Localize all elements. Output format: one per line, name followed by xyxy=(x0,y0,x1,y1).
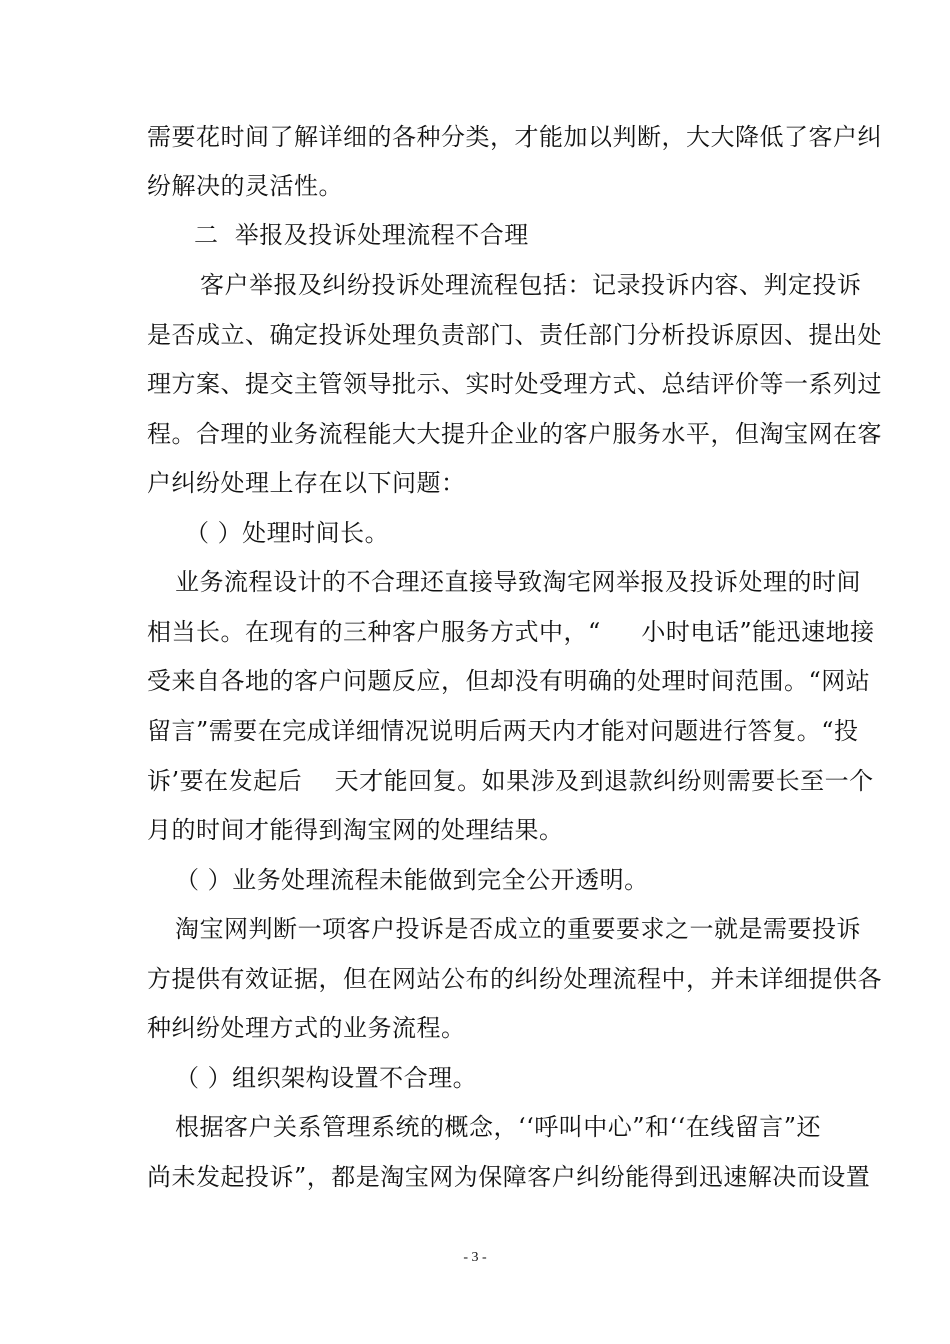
text-line: 种纠纷处理方式的业务流程。 xyxy=(147,1014,466,1042)
text-line: 相当长。在现有的三种客户服务方式中，“ 小时电话”能迅速地接 xyxy=(147,618,875,646)
text-line: 理方案、提交主管领导批示、实时处受理方式、总结评价等一系列过 xyxy=(147,370,882,398)
text-line: 需要花时间了解详细的各种分类，才能加以判断，大大降低了客户纠 xyxy=(147,123,882,151)
text-line: 是否成立、确定投诉处理负责部门、责任部门分析投诉原因、提出处 xyxy=(147,321,882,349)
subsection-heading: （ ）业务处理流程未能做到完全公开透明。 xyxy=(175,866,649,894)
section-heading: 二 举报及投诉处理流程不合理 xyxy=(194,221,529,249)
text-line: 留言”需要在完成详细情况说明后两天内才能对问题进行答复。“投 xyxy=(147,717,859,745)
text-line: 根据客户关系管理系统的概念，‘‘呼叫中心”和‘‘在线留言”还 xyxy=(175,1113,822,1141)
text-line: 户纠纷处理上存在以下问题： xyxy=(147,469,466,497)
text-line: 业务流程设计的不合理还直接导致淘宅网举报及投诉处理的时间 xyxy=(175,568,861,596)
subsection-heading: （ ）组织架构设置不合理。 xyxy=(175,1064,478,1092)
text-line: 受来自各地的客户问题反应，但却没有明确的处理时间范围。“网站 xyxy=(147,667,871,695)
page-number: - 3 - xyxy=(463,1250,487,1265)
text-line: 淘宝网判断一项客户投诉是否成立的重要要求之一就是需要投诉 xyxy=(175,915,861,943)
subsection-heading: （ ）处理时间长。 xyxy=(185,519,390,547)
text-line: 程。合理的业务流程能大大提升企业的客户服务水平，但淘宝网在客 xyxy=(147,420,882,448)
text-line: 客户举报及纠纷投诉处理流程包括：记录投诉内容、判定投诉 xyxy=(200,271,862,299)
text-line: 月的时间才能得到淘宝网的处理结果。 xyxy=(147,816,564,844)
text-line: 尚未发起投诉”，都是淘宝网为保障客户纠纷能得到迅速解决而设置 xyxy=(147,1163,871,1191)
text-line: 诉’要在发起后 天才能回复。如果涉及到退款纠纷则需要长至一个 xyxy=(147,767,874,795)
text-line: 纷解决的灵活性。 xyxy=(147,172,343,200)
text-line: 方提供有效证据，但在网站公布的纠纷处理流程中，并未详细提供各 xyxy=(147,965,882,993)
